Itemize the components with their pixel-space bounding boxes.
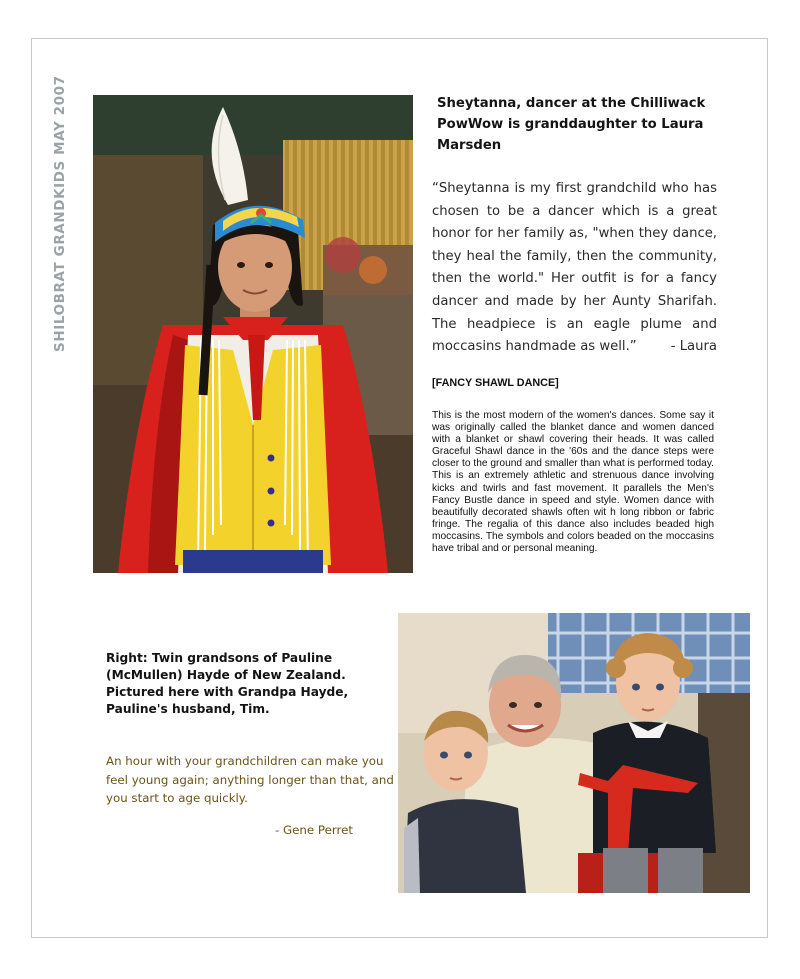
twins-photo xyxy=(398,613,750,893)
fancy-shawl-heading: [FANCY SHAWL DANCE] xyxy=(432,377,559,389)
fancy-shawl-body: This is the most modern of the women's dances. Some say it was originally called the blanket dance and women danced with a blanket or shawl covering their heads. It was called Graceful Shawl dance in the '60s and the dance steps were closer to the ground and smaller than what is performed today. This is an extremely athletic and strenuous dance involving kicks and twirls and fast movement. It parallels the Men's Fancy Bustle dance in speed and style. Women dance with beautifully decorated shawls often wit h long ribbon or fabric fringe. The regalia of this dance also includes beaded high moccasins. The symbols and colors beaded on the moccasins have tribal and or personal meaning. xyxy=(432,410,714,555)
dancer-photo xyxy=(93,95,413,573)
dancer-quote-attribution: - Laura xyxy=(670,339,717,355)
gene-perret-author: - Gene Perret xyxy=(275,823,353,837)
dancer-quote-text: “Sheytanna is my first grandchild who has chosen to be a dancer which is a great honor for her family as, "when they dance, they heal the family, then the community, then the world." Her outfit is for a fancy dancer and made by her Aunty Sharifah. The headpiece is an eagle plume and moccasins handmade as well.” xyxy=(432,181,717,355)
dancer-caption-title: Sheytanna, dancer at the Chilliwack PowWow is granddaughter to Laura Marsden xyxy=(437,96,706,153)
twins-caption-title: Right: Twin grandsons of Pauline (McMullen) Hayde of New Zealand. Pictured here with Grandpa Hayde, Pauline's husband, Tim. xyxy=(106,651,349,716)
gene-perret-quote: An hour with your grandchildren can make you feel young again; anything longer than that, and you start to age quickly. xyxy=(106,754,394,805)
dancer-quote xyxy=(432,178,717,359)
side-label: SHILOBRAT GRANDKIDS MAY 2007 xyxy=(52,75,68,352)
